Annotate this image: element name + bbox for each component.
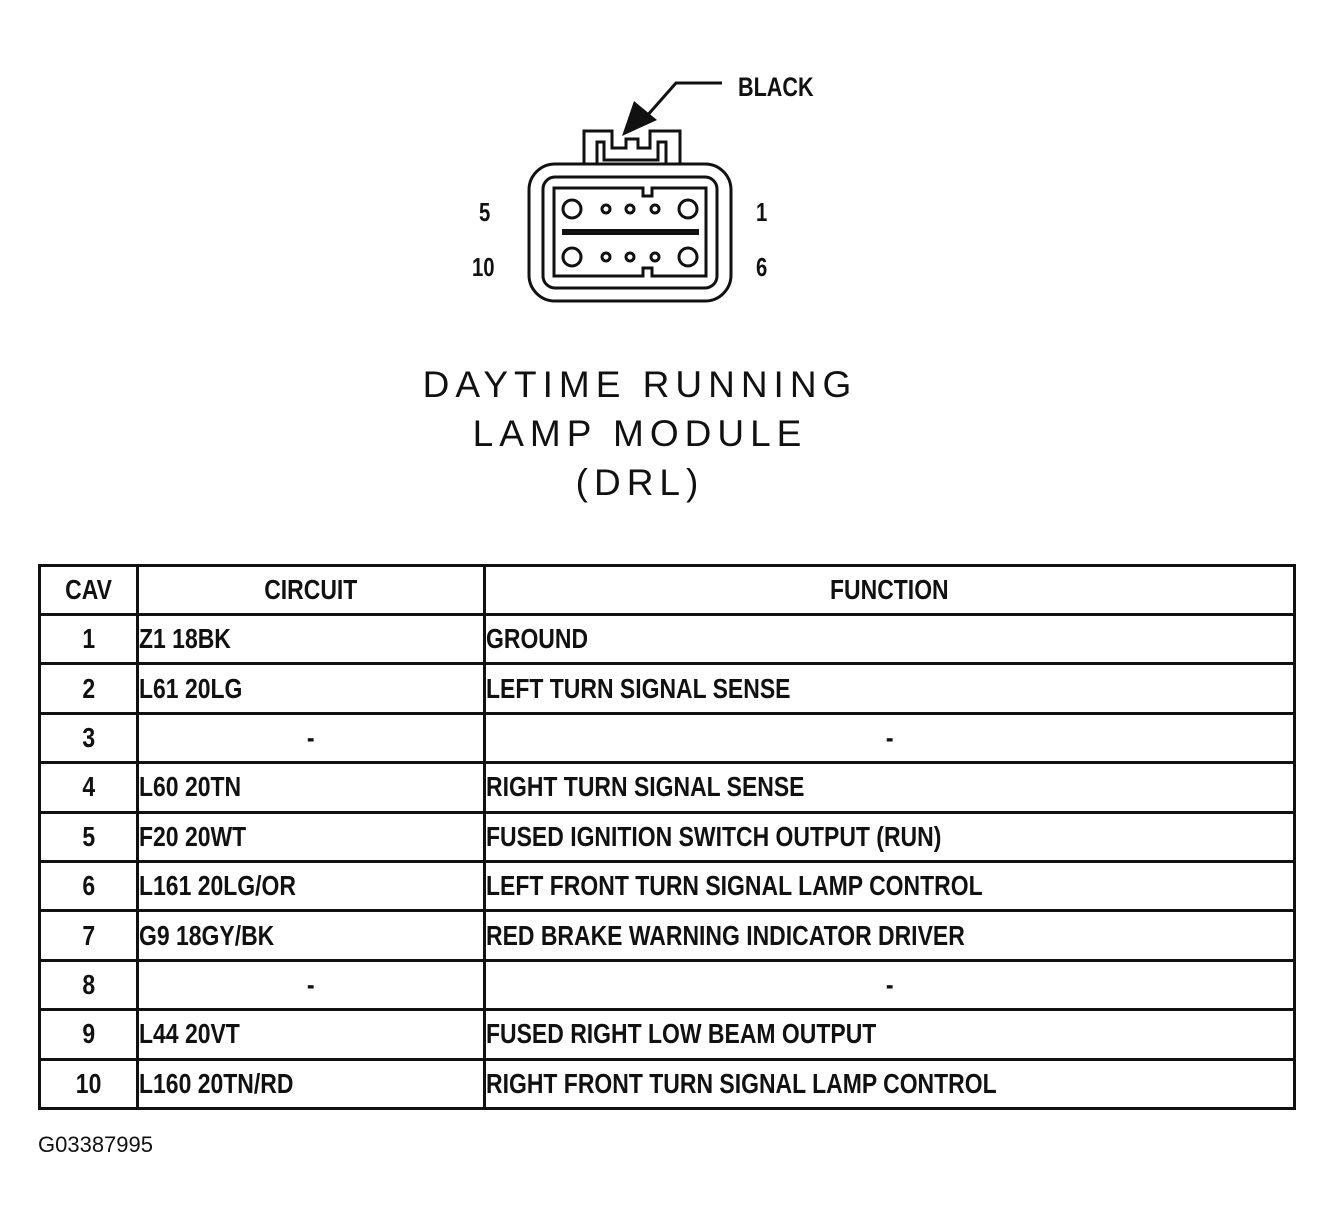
pin-label-bottom-right: 6 <box>756 252 768 282</box>
pin-label-top-right: 1 <box>756 197 768 227</box>
circuit-cell: L160 20TN/RD <box>138 1059 485 1108</box>
function-cell: LEFT FRONT TURN SIGNAL LAMP CONTROL <box>485 861 1295 910</box>
function-cell: RIGHT TURN SIGNAL SENSE <box>485 763 1295 812</box>
cav-cell: 6 <box>40 861 138 910</box>
circuit-cell: L161 20LG/OR <box>138 861 485 910</box>
connector-color-label: BLACK <box>738 72 814 102</box>
table-row <box>40 1010 1295 1059</box>
circuit-cell: G9 18GY/BK <box>138 911 485 960</box>
function-cell: - <box>485 713 1295 762</box>
pinout-table <box>38 564 1296 1110</box>
table-row <box>40 664 1295 713</box>
table-row <box>40 861 1295 910</box>
function-cell: FUSED RIGHT LOW BEAM OUTPUT <box>485 1010 1295 1059</box>
cav-cell: 10 <box>40 1059 138 1108</box>
table-row <box>40 713 1295 762</box>
table-row <box>40 1059 1295 1108</box>
header-function: FUNCTION <box>485 566 1295 615</box>
circuit-cell: L61 20LG <box>138 664 485 713</box>
table-row <box>40 812 1295 861</box>
figure-id: G03387995 <box>38 1132 153 1157</box>
table-row <box>40 960 1295 1009</box>
function-cell: - <box>485 960 1295 1009</box>
cav-cell: 3 <box>40 713 138 762</box>
pin-label-top-left: 5 <box>479 197 491 227</box>
circuit-cell: L60 20TN <box>138 763 485 812</box>
cav-cell: 9 <box>40 1010 138 1059</box>
cav-cell: 2 <box>40 664 138 713</box>
title-line-2: LAMP MODULE <box>472 413 808 454</box>
header-cav: CAV <box>40 566 138 615</box>
table-header-row <box>40 566 1295 615</box>
circuit-cell: - <box>138 713 485 762</box>
table-row <box>40 615 1295 664</box>
circuit-cell: Z1 18BK <box>138 615 485 664</box>
function-cell: GROUND <box>485 615 1295 664</box>
cav-cell: 1 <box>40 615 138 664</box>
circuit-cell: F20 20WT <box>138 812 485 861</box>
circuit-cell: L44 20VT <box>138 1010 485 1059</box>
header-circuit: CIRCUIT <box>138 566 485 615</box>
cav-cell: 5 <box>40 812 138 861</box>
title-line-1: DAYTIME RUNNING <box>422 364 858 405</box>
title-line-3: (DRL) <box>575 462 705 503</box>
cav-cell: 4 <box>40 763 138 812</box>
cav-cell: 7 <box>40 911 138 960</box>
function-cell: LEFT TURN SIGNAL SENSE <box>485 664 1295 713</box>
pin-label-bottom-left: 10 <box>472 252 495 282</box>
table-row <box>40 763 1295 812</box>
function-cell: FUSED IGNITION SWITCH OUTPUT (RUN) <box>485 812 1295 861</box>
connector-drawing <box>0 0 1330 330</box>
function-cell: RIGHT FRONT TURN SIGNAL LAMP CONTROL <box>485 1059 1295 1108</box>
function-cell: RED BRAKE WARNING INDICATOR DRIVER <box>485 911 1295 960</box>
circuit-cell: - <box>138 960 485 1009</box>
table-row <box>40 911 1295 960</box>
cav-cell: 8 <box>40 960 138 1009</box>
